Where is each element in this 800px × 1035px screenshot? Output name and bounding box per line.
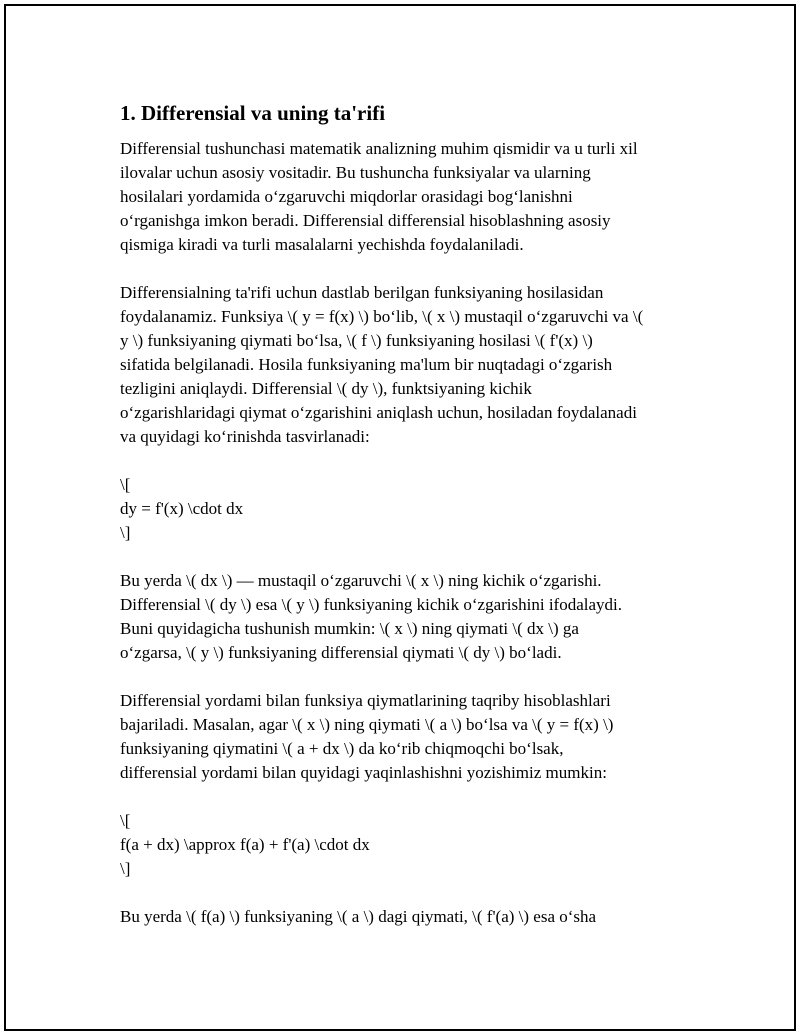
paragraph-closing bbox=[120, 905, 696, 929]
formula-line: \[ bbox=[120, 811, 131, 830]
paragraph-approximation bbox=[120, 689, 696, 785]
paragraph-explanation bbox=[120, 569, 696, 665]
text-line: bajariladi. Masalan, agar \( x \) ning qiymati \( a \) bo‘lsa va \( y = f(x) \) bbox=[120, 715, 614, 734]
text-line: Differensial yordami bilan funksiya qiymatlarining taqriby hisoblashlari bbox=[120, 691, 611, 710]
text-line: y \) funksiyaning qiymati bo‘lsa, \( f \) funksiyaning hosilasi \( f'(x) \) bbox=[120, 331, 593, 350]
paragraph-definition bbox=[120, 281, 696, 449]
text-line: Differensial tushunchasi matematik analizning muhim qismidir va u turli xil bbox=[120, 139, 638, 158]
formula-line: \[ bbox=[120, 475, 131, 494]
formula-line: f(a + dx) \approx f(a) + f'(a) \cdot dx bbox=[120, 835, 370, 854]
text-line: tezligini aniqlaydi. Differensial \( dy \), funktsiyaning kichik bbox=[120, 379, 532, 398]
formula-differential bbox=[120, 473, 696, 545]
formula-line: \] bbox=[120, 523, 131, 542]
text-line: hosilalari yordamida o‘zgaruvchi miqdorlar orasidagi bog‘lanishni bbox=[120, 187, 573, 206]
text-line: Bu yerda \( dx \) — mustaqil o‘zgaruvchi \( x \) ning kichik o‘zgarishi. bbox=[120, 571, 602, 590]
formula-line: dy = f'(x) \cdot dx bbox=[120, 499, 244, 518]
text-line: qismiga kiradi va turli masalalarni yechishda foydalaniladi. bbox=[120, 235, 524, 254]
document-body bbox=[120, 100, 696, 953]
text-line: foydalanamiz. Funksiya \( y = f(x) \) bo‘lib, \( x \) mustaqil o‘zgaruvchi va \( bbox=[120, 307, 644, 326]
text-line: differensial yordami bilan quyidagi yaqinlashishni yozishimiz mumkin: bbox=[120, 763, 607, 782]
section-heading: 1. Differensial va uning ta'rifi bbox=[120, 101, 386, 125]
formula-approximation bbox=[120, 809, 696, 881]
text-line: ilovalar uchun asosiy vositadir. Bu tushuncha funksiyalar va ularning bbox=[120, 163, 591, 182]
text-line: Buni quyidagicha tushunish mumkin: \( x \) ning qiymati \( dx \) ga bbox=[120, 619, 579, 638]
text-line: Differensial \( dy \) esa \( y \) funksiyaning kichik o‘zgarishini ifodalaydi. bbox=[120, 595, 622, 614]
formula-line: \] bbox=[120, 859, 131, 878]
text-line: va quyidagi ko‘rinishda tasvirlanadi: bbox=[120, 427, 370, 446]
text-line: o‘rganishga imkon beradi. Differensial differensial hisoblashning asosiy bbox=[120, 211, 611, 230]
text-line: o‘zgarishlaridagi qiymat o‘zgarishini aniqlash uchun, hosiladan foydalanadi bbox=[120, 403, 637, 422]
text-line: Bu yerda \( f(a) \) funksiyaning \( a \) dagi qiymati, \( f'(a) \) esa o‘sha bbox=[120, 907, 597, 926]
text-line: funksiyaning qiymatini \( a + dx \) da ko‘rib chiqmoqchi bo‘lsak, bbox=[120, 739, 564, 758]
paragraph-intro bbox=[120, 137, 696, 257]
text-line: o‘zgarsa, \( y \) funksiyaning differensial qiymati \( dy \) bo‘ladi. bbox=[120, 643, 562, 662]
page-frame bbox=[4, 4, 796, 1031]
text-line: Differensialning ta'rifi uchun dastlab berilgan funksiyaning hosilasidan bbox=[120, 283, 604, 302]
text-line: sifatida belgilanadi. Hosila funksiyaning ma'lum bir nuqtadagi o‘zgarish bbox=[120, 355, 613, 374]
